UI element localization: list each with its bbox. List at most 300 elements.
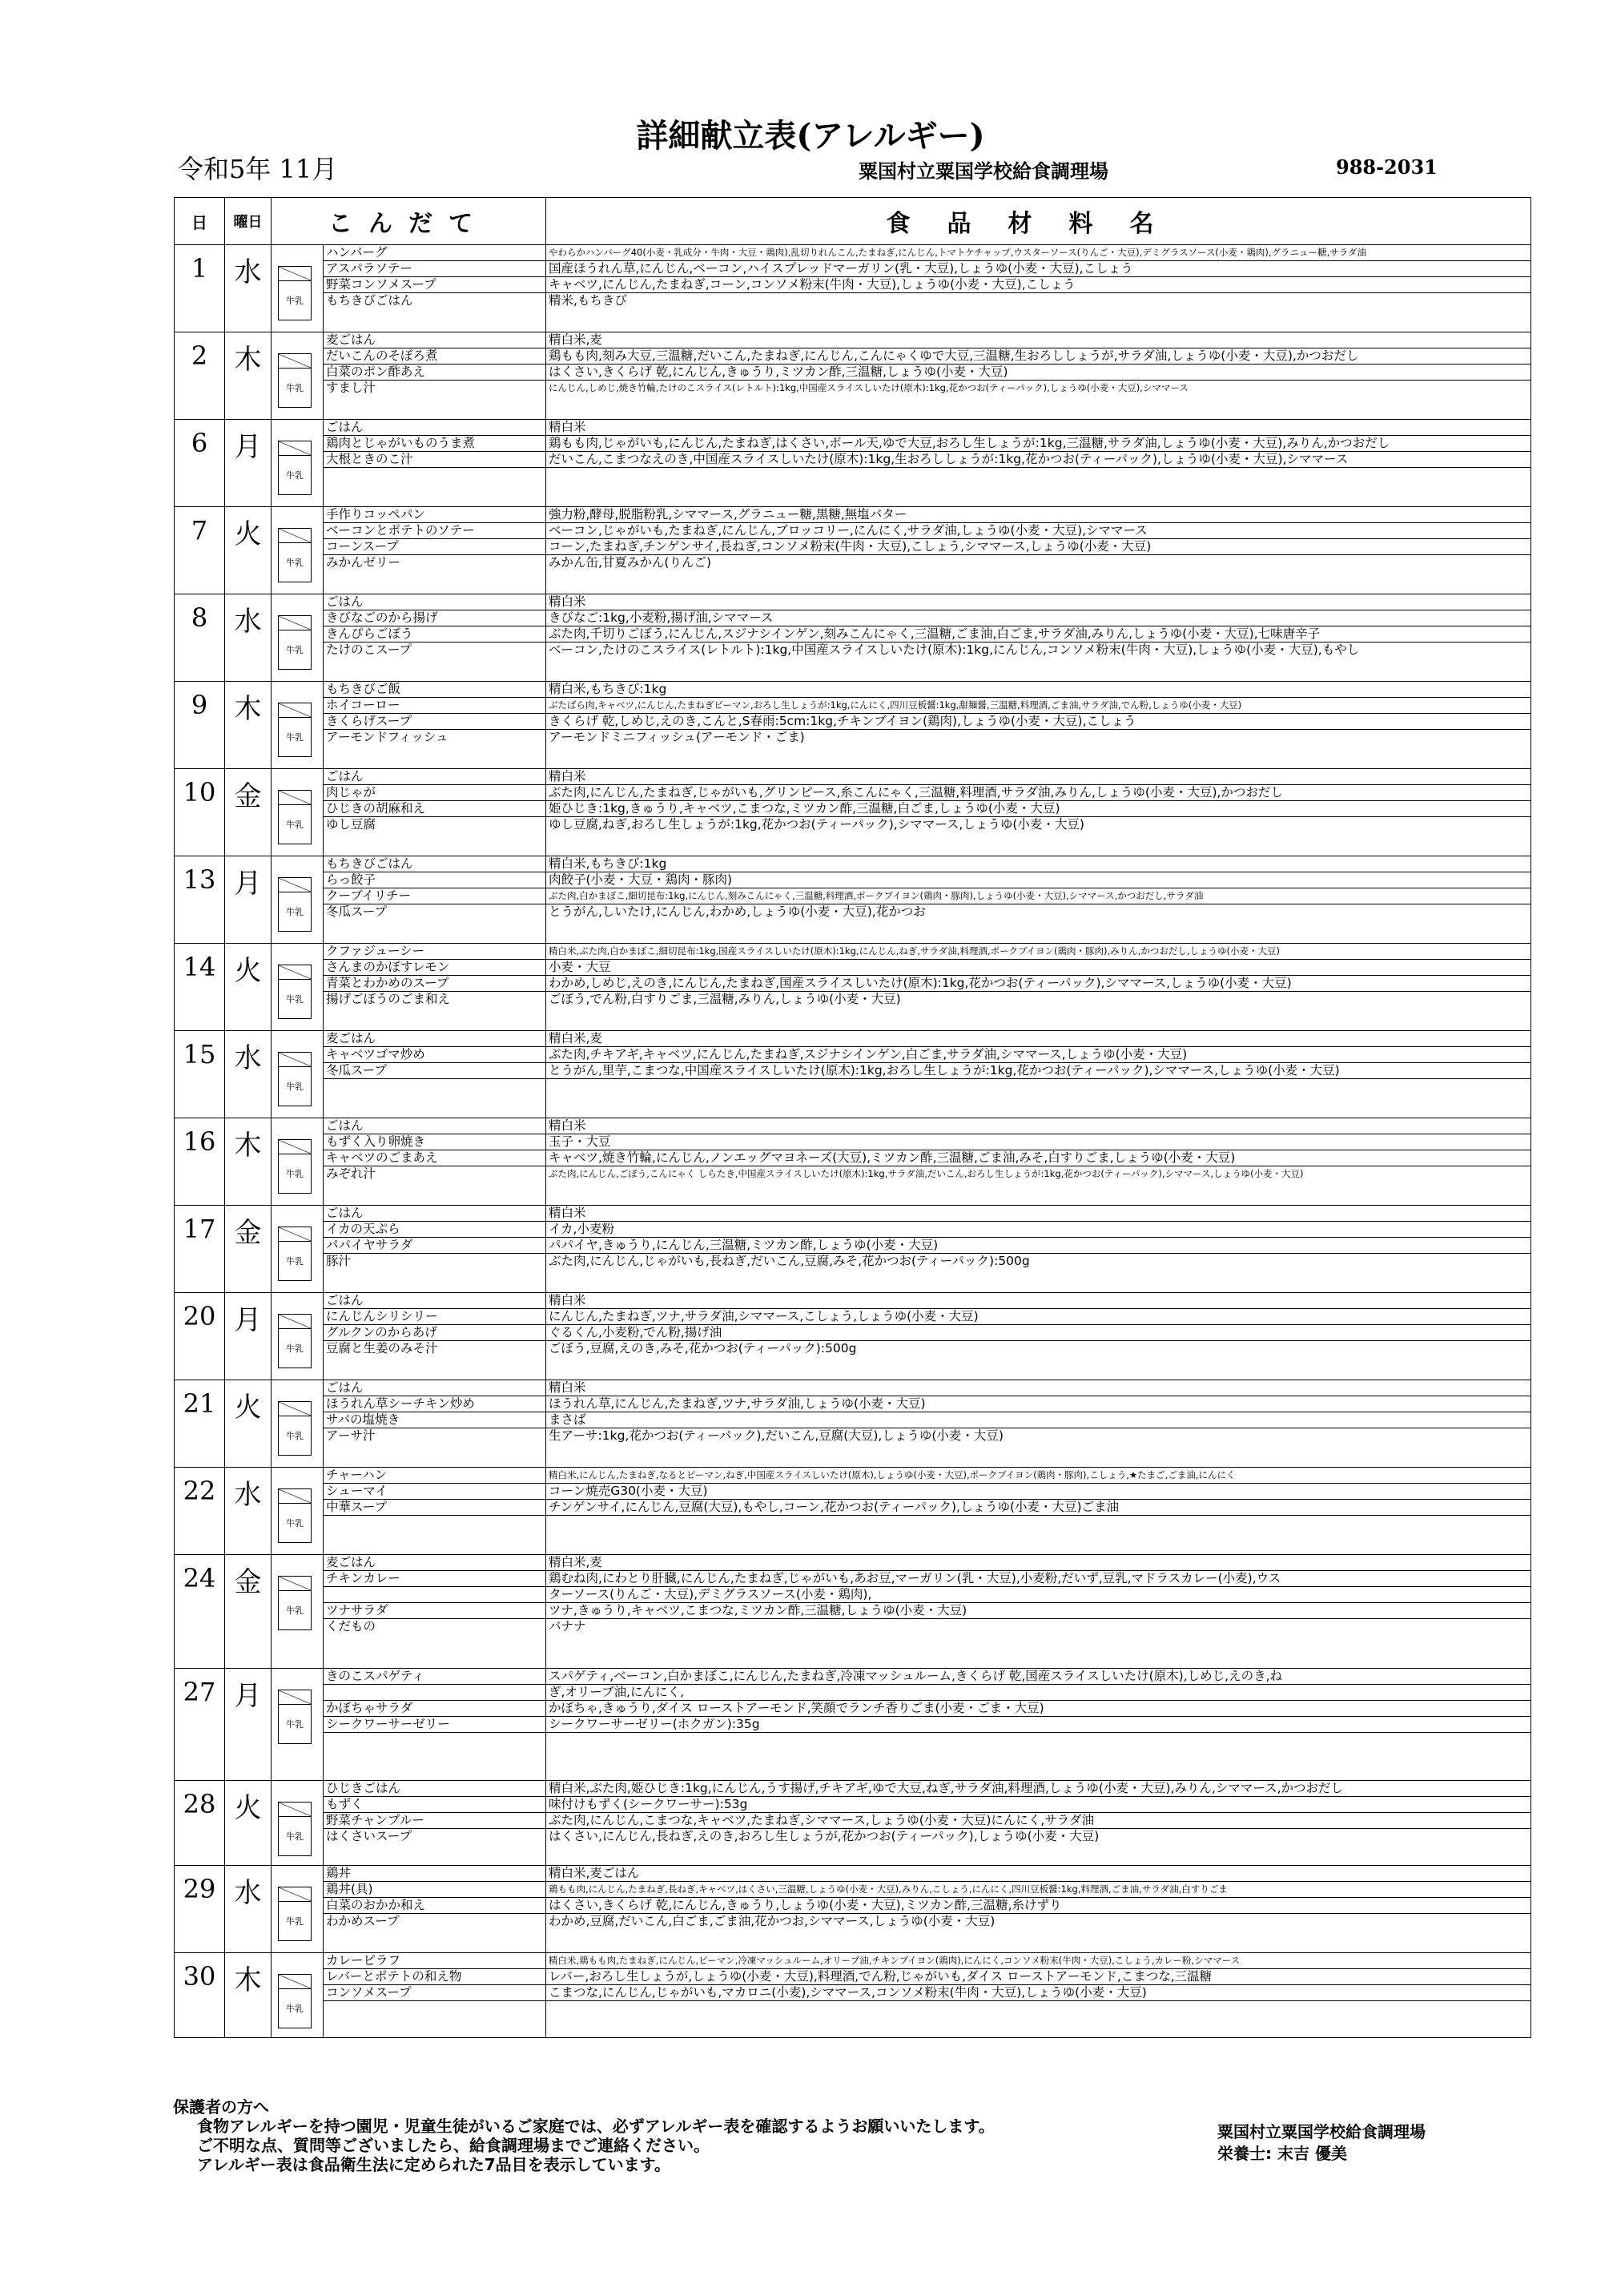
ingredient-line: はくさい,きくらげ 乾,にんじん,きゅうり,ミツカン酢,三温糖,しょうゆ(小麦・大豆)	[546, 365, 1530, 381]
milk-carton-icon	[278, 1802, 312, 1858]
weekday: 火	[225, 944, 272, 1031]
table-header-row	[175, 198, 1531, 245]
day-row	[175, 1031, 1531, 1118]
dish-name: たけのこスープ	[326, 642, 412, 657]
dish-list	[324, 1953, 546, 2038]
weekday: 水	[225, 245, 272, 332]
milk-cell	[272, 1118, 324, 1206]
ingredient-line: 精白米	[546, 1293, 1530, 1309]
milk-carton-icon	[278, 528, 312, 584]
ingredient-line: 精白米,にんじん,たまねぎ,なるとピーマン,ねぎ,中国産スライスしいたけ(原木),しょうゆ(小麦・大豆),ポークブイヨン(鶏肉・豚肉),こしょう,★たまご,ごま油,にんにく	[546, 1468, 1530, 1484]
day-row	[175, 332, 1531, 420]
ingredient-list	[546, 420, 1531, 507]
ingredient-list	[546, 1206, 1531, 1293]
day-row	[175, 769, 1531, 856]
dish-list	[324, 1866, 546, 1953]
dish-name: すまし汁	[326, 381, 376, 395]
dish-name: ハンバーグ	[324, 245, 545, 261]
dish-name: もずく	[324, 1797, 545, 1813]
dish-name	[324, 1685, 545, 1701]
milk-carton-icon	[278, 266, 312, 322]
weekday: 木	[225, 1118, 272, 1206]
ingredient-line: ぶた肉,にんじん,ごぼう,こんにゃく しらたき,中国産スライスしいたけ(原木):1kg,サラダ油,だいこん,おろし生しょうが:1kg,花かつお(ティーパック),シママース,しょうゆ(小麦・大豆)	[549, 1168, 1304, 1179]
footer-nutritionist: 栄養士: 末吉 優美	[1217, 2144, 1347, 2163]
dish-name: チャーハン	[324, 1468, 545, 1484]
weekday: 水	[225, 1031, 272, 1118]
ingredient-list	[546, 1293, 1531, 1380]
day-number: 13	[175, 856, 225, 944]
day-row	[175, 507, 1531, 594]
ingredient-line: ごぼう,豆腐,えのき,みそ,花かつお(ティーパック):500g	[549, 1341, 857, 1355]
milk-cell	[272, 1206, 324, 1293]
ingredient-line	[546, 1733, 1530, 1748]
dish-name: くだもの	[326, 1619, 376, 1633]
dish-name: 鶏丼	[324, 1866, 545, 1882]
milk-label: 牛乳	[278, 892, 312, 932]
dish-name: クファジューシー	[324, 944, 545, 960]
weekday: 水	[225, 594, 272, 682]
dish-name: 揚げごぼうのごま和え	[326, 992, 451, 1006]
dish-name: コンソメスープ	[324, 1985, 545, 2001]
ingredient-line: かぼちゃ,きゅうり,ダイス ローストアーモンド,笑顔でランチ香りごま(小麦・ごま・大豆)	[546, 1701, 1530, 1717]
dish-name: パパイヤサラダ	[324, 1238, 545, 1254]
dish-name: 野菜チャンプルー	[324, 1813, 545, 1829]
ingredient-line: ぎ,オリーブ油,にんにく,	[546, 1685, 1530, 1701]
dish-list	[324, 245, 546, 332]
dish-name: ひじきごはん	[324, 1781, 545, 1797]
day-row	[175, 1555, 1531, 1669]
day-number: 14	[175, 944, 225, 1031]
dish-name	[324, 1079, 545, 1094]
dish-name: キャベツのごまあえ	[324, 1150, 545, 1166]
ingredient-line: 精白米	[546, 420, 1530, 436]
ingredient-line: アーモンドミニフィッシュ(アーモンド・ごま)	[549, 730, 805, 744]
day-row	[175, 682, 1531, 769]
dish-name: きくらげスープ	[324, 714, 545, 730]
day-number: 17	[175, 1206, 225, 1293]
day-row	[175, 245, 1531, 332]
milk-label: 牛乳	[278, 1328, 312, 1368]
weekday: 金	[225, 1206, 272, 1293]
ingredient-line: ほうれん草,にんじん,たまねぎ,ツナ,サラダ油,しょうゆ(小麦・大豆)	[546, 1396, 1530, 1412]
milk-label: 牛乳	[278, 542, 312, 582]
dish-name: ゆし豆腐	[326, 817, 376, 832]
dish-name: みぞれ汁	[326, 1166, 376, 1181]
col-header-day: 日	[175, 198, 225, 245]
dish-list	[324, 507, 546, 594]
ingredient-line: チンゲンサイ,にんじん,豆腐(大豆),もやし,コーン,花かつお(ティーパック),しょうゆ(小麦・大豆)ごま油	[546, 1500, 1530, 1516]
day-row	[175, 1669, 1531, 1781]
day-number: 20	[175, 1293, 225, 1380]
menu-table	[174, 197, 1531, 2038]
ingredient-line: 精白米,もちきび:1kg	[546, 856, 1530, 872]
ingredient-list	[546, 1468, 1531, 1555]
day-number: 21	[175, 1380, 225, 1468]
ingredient-line: 姫ひじき:1kg,きゅうり,キャベツ,こまつな,ミツカン酢,三温糖,白ごま,しょうゆ(小麦・大豆)	[546, 801, 1530, 817]
ingredient-list	[546, 682, 1531, 769]
milk-cell	[272, 1953, 324, 2038]
milk-label: 牛乳	[278, 1704, 312, 1744]
dish-list	[324, 856, 546, 944]
day-number: 9	[175, 682, 225, 769]
ingredient-line: キャベツ,焼き竹輪,にんじん,ノンエッグマヨネーズ(大豆),ミツカン酢,三温糖,ごま油,みそ,白すりごま,しょうゆ(小麦・大豆)	[546, 1150, 1530, 1166]
milk-carton-icon	[278, 441, 312, 497]
ingredient-line: にんじん,しめじ,焼き竹輪,たけのこスライス(レトルト):1kg,中国産スライスしいたけ(原木):1kg,花かつお(ティーパック),しょうゆ(小麦・大豆),シママース	[549, 382, 1189, 393]
ingredient-line: とうがん,里芋,こまつな,中国産スライスしいたけ(原木):1kg,おろし生しょうが:1kg,花かつお(ティーパック),シママース,しょうゆ(小麦・大豆)	[546, 1063, 1530, 1079]
ingredient-line	[546, 2001, 1530, 2016]
milk-cell	[272, 507, 324, 594]
ingredient-line: 鶏もも肉,刻み大豆,三温糖,だいこん,たまねぎ,にんじん,こんにゃくゆで大豆,三温糖,生おろししょうが,サラダ油,しょうゆ(小麦・大豆),かつおだし	[546, 348, 1530, 365]
weekday: 金	[225, 769, 272, 856]
milk-carton-icon	[278, 1314, 312, 1370]
day-number: 30	[175, 1953, 225, 2038]
milk-cell	[272, 1380, 324, 1468]
milk-label: 牛乳	[278, 717, 312, 757]
ingredient-line: とうがん,しいたけ,にんじん,わかめ,しょうゆ(小麦・大豆),花かつお	[549, 904, 926, 919]
milk-carton-icon	[278, 877, 312, 933]
ingredient-line: パパイヤ,きゅうり,にんじん,三温糖,ミツカン酢,しょうゆ(小麦・大豆)	[546, 1238, 1530, 1254]
day-row	[175, 420, 1531, 507]
dish-name: アーモンドフィッシュ	[326, 730, 448, 744]
weekday: 木	[225, 1953, 272, 2038]
day-row	[175, 944, 1531, 1031]
milk-label: 牛乳	[278, 1154, 312, 1194]
dish-name: 豆腐と生姜のみそ汁	[326, 1341, 438, 1355]
dish-name: ツナサラダ	[324, 1603, 545, 1619]
dish-list	[324, 682, 546, 769]
milk-cell	[272, 332, 324, 420]
ingredient-line: 精白米	[546, 1118, 1530, 1134]
phone-number: 988-2031	[1336, 155, 1438, 179]
ingredient-line: 精白米,ぶた肉,姫ひじき:1kg,にんじん,うす揚げ,チキアギ,ゆで大豆,ねぎ,サラダ油,料理酒,しょうゆ(小麦・大豆),みりん,シママース,かつおだし	[546, 1781, 1530, 1797]
footer-org: 粟国村立粟国学校給食調理場	[1217, 2122, 1426, 2141]
milk-cell	[272, 856, 324, 944]
weekday: 火	[225, 507, 272, 594]
ingredient-line: ぶた肉,白かまぼこ,細切昆布:1kg,にんじん,刻みこんにゃく,三温糖,料理酒,ポークブイヨン(鶏肉・豚肉),しょうゆ(小麦・大豆),シママース,かつおだし,サラダ油	[546, 888, 1530, 904]
dish-name	[324, 1733, 545, 1748]
ingredient-line: 精白米,麦	[546, 1031, 1530, 1047]
dish-name: 麦ごはん	[324, 1555, 545, 1571]
dish-name: 中華スープ	[324, 1500, 545, 1516]
ingredient-line: 生アーサ:1kg,花かつお(ティーパック),だいこん,豆腐(大豆),しょうゆ(小麦・大豆)	[549, 1428, 1004, 1443]
ingredient-line: キャベツ,にんじん,たまねぎ,コーン,コンソメ粉末(牛肉・大豆),しょうゆ(小麦・大豆),こしょう	[546, 277, 1530, 293]
weekday: 水	[225, 1866, 272, 1953]
milk-carton-icon	[278, 1139, 312, 1195]
milk-cell	[272, 245, 324, 332]
day-row	[175, 1866, 1531, 1953]
ingredient-list	[546, 245, 1531, 332]
ingredient-line: はくさい,にんじん,長ねぎ,えのき,おろし生しょうが,花かつお(ティーパック),しょうゆ(小麦・大豆)	[549, 1829, 1100, 1843]
milk-carton-icon	[278, 353, 312, 409]
dish-name: ごはん	[324, 1380, 545, 1396]
milk-label: 牛乳	[278, 1988, 312, 2028]
milk-cell	[272, 682, 324, 769]
ingredient-line: コーン,たまねぎ,チンゲンサイ,長ねぎ,コンソメ粉末(牛肉・大豆),こしょう,シママース,しょうゆ(小麦・大豆)	[546, 539, 1530, 555]
milk-cell	[272, 1866, 324, 1953]
dish-list	[324, 594, 546, 682]
milk-cell	[272, 1468, 324, 1555]
dish-name: コーンスープ	[324, 539, 545, 555]
dish-name: アーサ汁	[326, 1428, 376, 1443]
ingredient-line: 玉子・大豆	[546, 1134, 1530, 1150]
dish-name: 鶏丼(具)	[324, 1882, 545, 1898]
milk-cell	[272, 594, 324, 682]
ingredient-line: 精白米,鶏もも肉,たまねぎ,にんじん,ピーマン,冷凍マッシュルーム,オリーブ油,チキンブイヨン(鶏肉),にんにく,コンソメ粉末(牛肉・大豆),こしょう,カレー粉,シママース	[546, 1953, 1530, 1969]
ingredient-line: スパゲティ,ベーコン,白かまぼこ,にんじん,たまねぎ,冷凍マッシュルーム,きくらげ 乾,国産スライスしいたけ(原木),しめじ,えのき,ね	[546, 1669, 1530, 1685]
day-number: 7	[175, 507, 225, 594]
ingredient-line: ターソース(りんご・大豆),デミグラスソース(小麦・鶏肉),	[546, 1587, 1530, 1603]
milk-cell	[272, 1293, 324, 1380]
ingredient-line: 強力粉,酵母,脱脂粉乳,シママース,グラニュー糖,黒糖,無塩バター	[546, 507, 1530, 523]
ingredient-line: 鶏むね肉,にわとり肝臓,にんじん,たまねぎ,じゃがいも,あお豆,マーガリン(乳・大豆),小麦粉,だいず,豆乳,マドラスカレー(小麦),ウス	[546, 1571, 1530, 1587]
dish-name: きのこスパゲティ	[324, 1669, 545, 1685]
ingredient-list	[546, 856, 1531, 944]
day-number: 10	[175, 769, 225, 856]
dish-name: きんぴらごぼう	[324, 626, 545, 642]
milk-label: 牛乳	[278, 455, 312, 495]
milk-carton-icon	[278, 615, 312, 671]
weekday: 月	[225, 856, 272, 944]
day-number: 15	[175, 1031, 225, 1118]
dish-name: チキンカレー	[324, 1571, 545, 1587]
ingredient-line: ベーコン,じゃがいも,たまねぎ,にんじん,ブロッコリー,にんにく,サラダ油,しょうゆ(小麦・大豆),シママース	[546, 523, 1530, 539]
ingredient-line: 精米,もちきび	[549, 293, 627, 308]
ingredient-line: バナナ	[549, 1619, 586, 1633]
weekday: 木	[225, 332, 272, 420]
milk-cell	[272, 1669, 324, 1781]
milk-cell	[272, 1555, 324, 1669]
ingredient-line: ぶたばら肉,キャベツ,にんじん,たまねぎピーマン,おろし生しょうが:1kg,にんにく,四川豆板醤:1kg,甜麺醤,三温糖,料理酒,ごま油,サラダ油,でん粉,しょうゆ(小麦・大豆)	[546, 698, 1530, 714]
day-number: 6	[175, 420, 225, 507]
day-row	[175, 1293, 1531, 1380]
dish-name: ごはん	[324, 594, 545, 610]
dish-name: もちきびご飯	[324, 682, 545, 698]
dish-list	[324, 1380, 546, 1468]
milk-cell	[272, 769, 324, 856]
ingredient-line: 精白米,麦	[546, 1555, 1530, 1571]
ingredient-line: わかめ,しめじ,えのき,にんじん,たまねぎ,国産スライスしいたけ(原木):1kg,花かつお(ティーパック),シママース,しょうゆ(小麦・大豆)	[546, 976, 1530, 992]
ingredient-line: こまつな,にんじん,じゃがいも,マカロニ(小麦),シママース,コンソメ粉末(牛肉・大豆),しょうゆ(小麦・大豆)	[546, 1985, 1530, 2001]
milk-label: 牛乳	[278, 280, 312, 320]
ingredient-line: 精白米	[546, 594, 1530, 610]
day-row	[175, 1206, 1531, 1293]
ingredient-line: ぐるくん,小麦粉,でん粉,揚げ油	[546, 1325, 1530, 1341]
dish-name: はくさいスープ	[326, 1829, 412, 1843]
ingredient-line: 精白米,麦ごはん	[546, 1866, 1530, 1882]
dish-name: アスパラソテー	[324, 261, 545, 277]
footer-signature	[1217, 2121, 1426, 2165]
milk-cell	[272, 1781, 324, 1866]
milk-carton-icon	[278, 1401, 312, 1457]
dish-list	[324, 1669, 546, 1781]
ingredient-line: ぶた肉,にんじん,こまつな,キャベツ,たまねぎ,シママース,しょうゆ(小麦・大豆)にんにく,サラダ油	[546, 1813, 1530, 1829]
ingredient-list	[546, 1380, 1531, 1468]
ingredient-line: ベーコン,たけのこスライス(レトルト):1kg,中国産スライスしいたけ(原木):1kg,にんじん,コンソメ粉末(牛肉・大豆),しょうゆ(小麦・大豆),もやし	[549, 642, 1360, 657]
milk-label: 牛乳	[278, 1241, 312, 1281]
ingredient-line: 鶏もも肉,にんじん,たまねぎ,長ねぎ,キャベツ,はくさい,三温糖,しょうゆ(小麦・大豆),みりん,こしょう,にんにく,四川豆板醤:1kg,料理酒,ごま油,サラダ油,白すりごま	[546, 1882, 1530, 1898]
ingredient-list	[546, 1953, 1531, 2038]
ingredient-list	[546, 944, 1531, 1031]
weekday: 木	[225, 682, 272, 769]
milk-carton-icon	[278, 1690, 312, 1746]
dish-name: 冬瓜スープ	[324, 1063, 545, 1079]
dish-name: きびなごのから揚げ	[324, 610, 545, 626]
dish-name: ごはん	[324, 1293, 545, 1309]
milk-label: 牛乳	[278, 368, 312, 408]
ingredient-line: 精白米,ぶた肉,白かまぼこ,細切昆布:1kg,国産スライスしいたけ(原木):1kg,にんじん,ねぎ,サラダ油,料理酒,ポークブイヨン(鶏肉・豚肉),みりん,かつおだし,しょうゆ(小麦・大豆)	[546, 944, 1530, 960]
day-row	[175, 1380, 1531, 1468]
day-row	[175, 1118, 1531, 1206]
day-row	[175, 594, 1531, 682]
ingredient-line: きびなご:1kg,小麦粉,揚げ油,シママース	[546, 610, 1530, 626]
ingredient-line: ぶた肉,にんじん,じゃがいも,長ねぎ,だいこん,豆腐,みそ,花かつお(ティーパック):500g	[549, 1254, 1030, 1268]
day-number: 22	[175, 1468, 225, 1555]
ingredient-list	[546, 1866, 1531, 1953]
dish-list	[324, 1206, 546, 1293]
weekday: 火	[225, 1781, 272, 1866]
milk-label: 牛乳	[278, 979, 312, 1019]
ingredient-line	[546, 1516, 1530, 1531]
milk-carton-icon	[278, 1227, 312, 1283]
dish-list	[324, 332, 546, 420]
dish-name: ごはん	[324, 420, 545, 436]
ingredient-line: イカ,小麦粉	[546, 1222, 1530, 1238]
dish-name: らっ餃子	[324, 872, 545, 888]
ingredient-line: 精白米	[546, 1206, 1530, 1222]
dish-name	[324, 1587, 545, 1603]
dish-name: 肉じゃが	[324, 785, 545, 801]
dish-name	[324, 1516, 545, 1531]
ingredient-line: シークワーサーゼリー(ホクガン):35g	[546, 1717, 1530, 1733]
dish-list	[324, 1555, 546, 1669]
dish-name: だいこんのそぼろ煮	[324, 348, 545, 365]
day-row	[175, 1468, 1531, 1555]
dish-name: ほうれん草シーチキン炒め	[324, 1396, 545, 1412]
milk-carton-icon	[278, 1052, 312, 1108]
ingredient-list	[546, 507, 1531, 594]
ingredient-line: ぶた肉,千切りごぼう,にんじん,スジナシインゲン,刻みこんにゃく,三温糖,ごま油,白ごま,サラダ油,みりん,しょうゆ(小麦・大豆),七味唐辛子	[546, 626, 1530, 642]
footer-line: 食物アレルギーを持つ園児・児童生徒がいるご家庭では、必ずアレルギー表を確認するようお願いいたします。	[197, 2117, 995, 2136]
weekday: 月	[225, 1669, 272, 1781]
dish-list	[324, 1031, 546, 1118]
dish-name: キャベツゴマ炒め	[324, 1047, 545, 1063]
dish-name: シークワーサーゼリー	[324, 1717, 545, 1733]
milk-cell	[272, 944, 324, 1031]
ingredient-line: 精白米,麦	[546, 332, 1530, 348]
dish-name: 青菜とわかめのスープ	[324, 976, 545, 992]
milk-label: 牛乳	[278, 630, 312, 670]
dish-name: 大根ときのこ汁	[324, 452, 545, 468]
ingredient-line: みかん缶,甘夏みかん(りんご)	[549, 555, 712, 570]
dish-name: 白菜のおかか和え	[324, 1898, 545, 1914]
milk-carton-icon	[278, 790, 312, 846]
month-label: 令和5年 11月	[178, 154, 338, 184]
dish-name: もずく入り卵焼き	[324, 1134, 545, 1150]
day-number: 28	[175, 1781, 225, 1866]
dish-name: 鶏肉とじゃがいものうま煮	[324, 436, 545, 452]
ingredient-line: やわらかハンバーグ40(小麦・乳成分・牛肉・大豆・鶏肉),乱切りれんこん,たまねぎ,にんじん,トマトケチャップ,ウスターソース(りんご・大豆),デミグラスソース(小麦・鶏肉),グラニュー糖,サラダ油	[546, 245, 1530, 261]
day-number: 16	[175, 1118, 225, 1206]
ingredient-line: 味付けもずく(シークワーサー):53g	[546, 1797, 1530, 1813]
ingredient-line: 鶏もも肉,じゃがいも,にんじん,たまねぎ,はくさい,ボール天,ゆで大豆,おろし生しょうが:1kg,三温糖,サラダ油,しょうゆ(小麦・大豆),みりん,かつおだし	[546, 436, 1530, 452]
dish-name: ごはん	[324, 769, 545, 785]
weekday: 月	[225, 420, 272, 507]
dish-name: ごはん	[324, 1118, 545, 1134]
ingredient-list	[546, 1781, 1531, 1866]
ingredient-line: ぶた肉,チキアギ,キャベツ,にんじん,たまねぎ,スジナシインゲン,白ごま,サラダ油,シママース,しょうゆ(小麦・大豆)	[546, 1047, 1530, 1063]
milk-label: 牛乳	[278, 1066, 312, 1106]
milk-label: 牛乳	[278, 1416, 312, 1456]
milk-cell	[272, 1031, 324, 1118]
ingredient-line: きくらげ 乾,しめじ,えのき,こんと,S春雨:5cm:1kg,チキンブイヨン(鶏肉),しょうゆ(小麦・大豆),こしょう	[546, 714, 1530, 730]
ingredient-line: 精白米,もちきび:1kg	[546, 682, 1530, 698]
ingredient-line: 精白米	[546, 769, 1530, 785]
dish-name: ホイコーロー	[324, 698, 545, 714]
page-title: 詳細献立表(アレルギー)	[636, 117, 985, 155]
dish-list	[324, 1118, 546, 1206]
dish-name: ベーコンとポテトのソテー	[324, 523, 545, 539]
dish-name: サバの塩焼き	[324, 1412, 545, 1428]
day-number: 29	[175, 1866, 225, 1953]
milk-label: 牛乳	[278, 1503, 312, 1543]
weekday: 月	[225, 1293, 272, 1380]
dish-name: イカの天ぷら	[324, 1222, 545, 1238]
ingredient-line: コーン焼売G30(小麦・大豆)	[546, 1484, 1530, 1500]
dish-name: グルクンのからあげ	[324, 1325, 545, 1341]
ingredient-line: 精白米	[546, 1380, 1530, 1396]
ingredient-line: ゆし豆腐,ねぎ,おろし生しょうが:1kg,花かつお(ティーパック),シママース,しょうゆ(小麦・大豆)	[549, 817, 1084, 832]
milk-label: 牛乳	[278, 1901, 312, 1941]
dish-name: わかめスープ	[326, 1914, 400, 1928]
milk-label: 牛乳	[278, 804, 312, 844]
dish-name: もちきびごはん	[324, 856, 545, 872]
dish-list	[324, 420, 546, 507]
dish-name: カレーピラフ	[324, 1953, 545, 1969]
dish-name: クーブイリチー	[324, 888, 545, 904]
dish-name: 白菜のポン酢あえ	[324, 365, 545, 381]
dish-name	[324, 2001, 545, 2016]
dish-name: 豚汁	[326, 1254, 352, 1268]
weekday: 金	[225, 1555, 272, 1669]
dish-name: 野菜コンソメスープ	[324, 277, 545, 293]
dish-name: 冬瓜スープ	[326, 904, 387, 919]
ingredient-line: わかめ,豆腐,だいこん,白ごま,ごま油,花かつお,シママース,しょうゆ(小麦・大豆)	[549, 1914, 996, 1928]
day-number: 2	[175, 332, 225, 420]
milk-carton-icon	[278, 1887, 312, 1943]
ingredient-line: 小麦・大豆	[546, 960, 1530, 976]
day-number: 27	[175, 1669, 225, 1781]
dish-list	[324, 944, 546, 1031]
ingredient-line: ごぼう,でん粉,白すりごま,三温糖,みりん,しょうゆ(小麦・大豆)	[549, 992, 901, 1006]
ingredient-line: はくさい,きくらげ 乾,にんじん,きゅうり,しょうゆ(小麦・大豆),ミツカン酢,三温糖,糸けずり	[546, 1898, 1530, 1914]
dish-name: もちきびごはん	[326, 293, 413, 308]
dish-name	[324, 468, 545, 483]
day-number: 24	[175, 1555, 225, 1669]
milk-carton-icon	[278, 1488, 312, 1545]
dish-name: 手作りコッペパン	[324, 507, 545, 523]
dish-name: レバーとポテトの和え物	[324, 1969, 545, 1985]
dish-name: 麦ごはん	[324, 332, 545, 348]
dish-name: さんまのかぼすレモン	[324, 960, 545, 976]
dish-list	[324, 1293, 546, 1380]
ingredient-line	[546, 1079, 1530, 1094]
dish-list	[324, 1781, 546, 1866]
milk-carton-icon	[278, 1974, 312, 2030]
ingredient-list	[546, 1555, 1531, 1669]
dish-list	[324, 1468, 546, 1555]
milk-carton-icon	[278, 965, 312, 1021]
ingredient-list	[546, 1031, 1531, 1118]
